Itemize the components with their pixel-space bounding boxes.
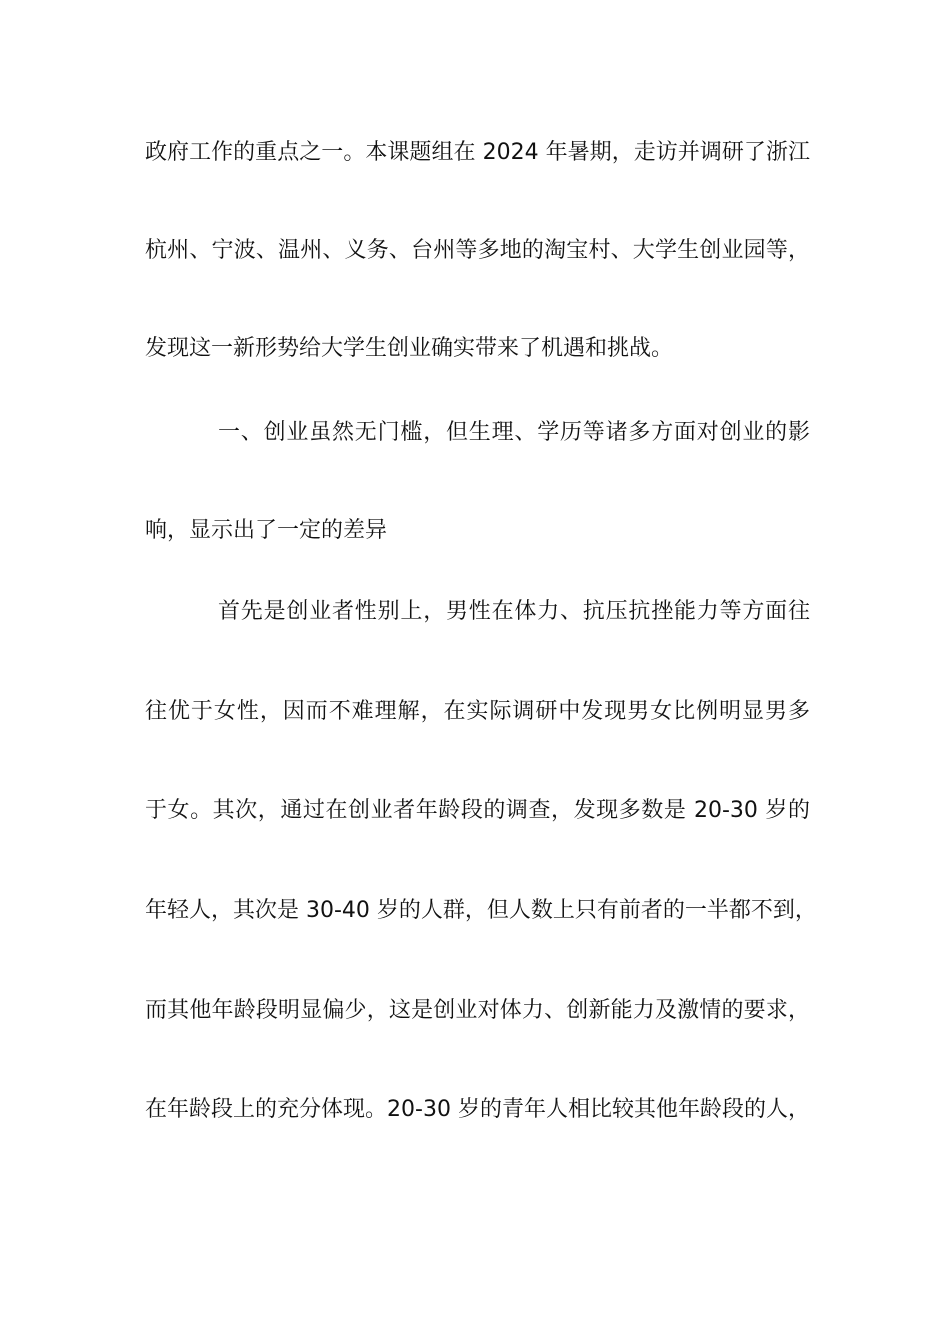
paragraph-line: 政府工作的重点之一。本课题组在 2024 年暑期，走访并调研了浙江: [145, 140, 810, 165]
paragraph-line: 在年龄段上的充分体现。20-30 岁的青年人相比较其他年龄段的人，: [145, 1097, 810, 1122]
paragraph-line: 首先是创业者性别上，男性在体力、抗压抗挫能力等方面往: [218, 599, 810, 624]
paragraph-line: 年轻人，其次是 30-40 岁的人群，但人数上只有前者的一半都不到，: [145, 898, 817, 923]
section-heading-line: 响，显示出了一定的差异: [145, 518, 388, 543]
paragraph-line: 而其他年龄段明显偏少，这是创业对体力、创新能力及激情的要求，: [145, 998, 810, 1023]
paragraph-line: 发现这一新形势给大学生创业确实带来了机遇和挑战。: [145, 336, 674, 361]
section-heading-line: 一、创业虽然无门槛，但生理、学历等诸多方面对创业的影: [218, 420, 810, 445]
paragraph-line: 于女。其次，通过在创业者年龄段的调查，发现多数是 20-30 岁的: [145, 798, 810, 823]
paragraph-line: 往优于女性，因而不难理解，在实际调研中发现男女比例明显男多: [145, 699, 810, 724]
paragraph-line: 杭州、宁波、温州、义务、台州等多地的淘宝村、大学生创业园等，: [145, 238, 810, 263]
